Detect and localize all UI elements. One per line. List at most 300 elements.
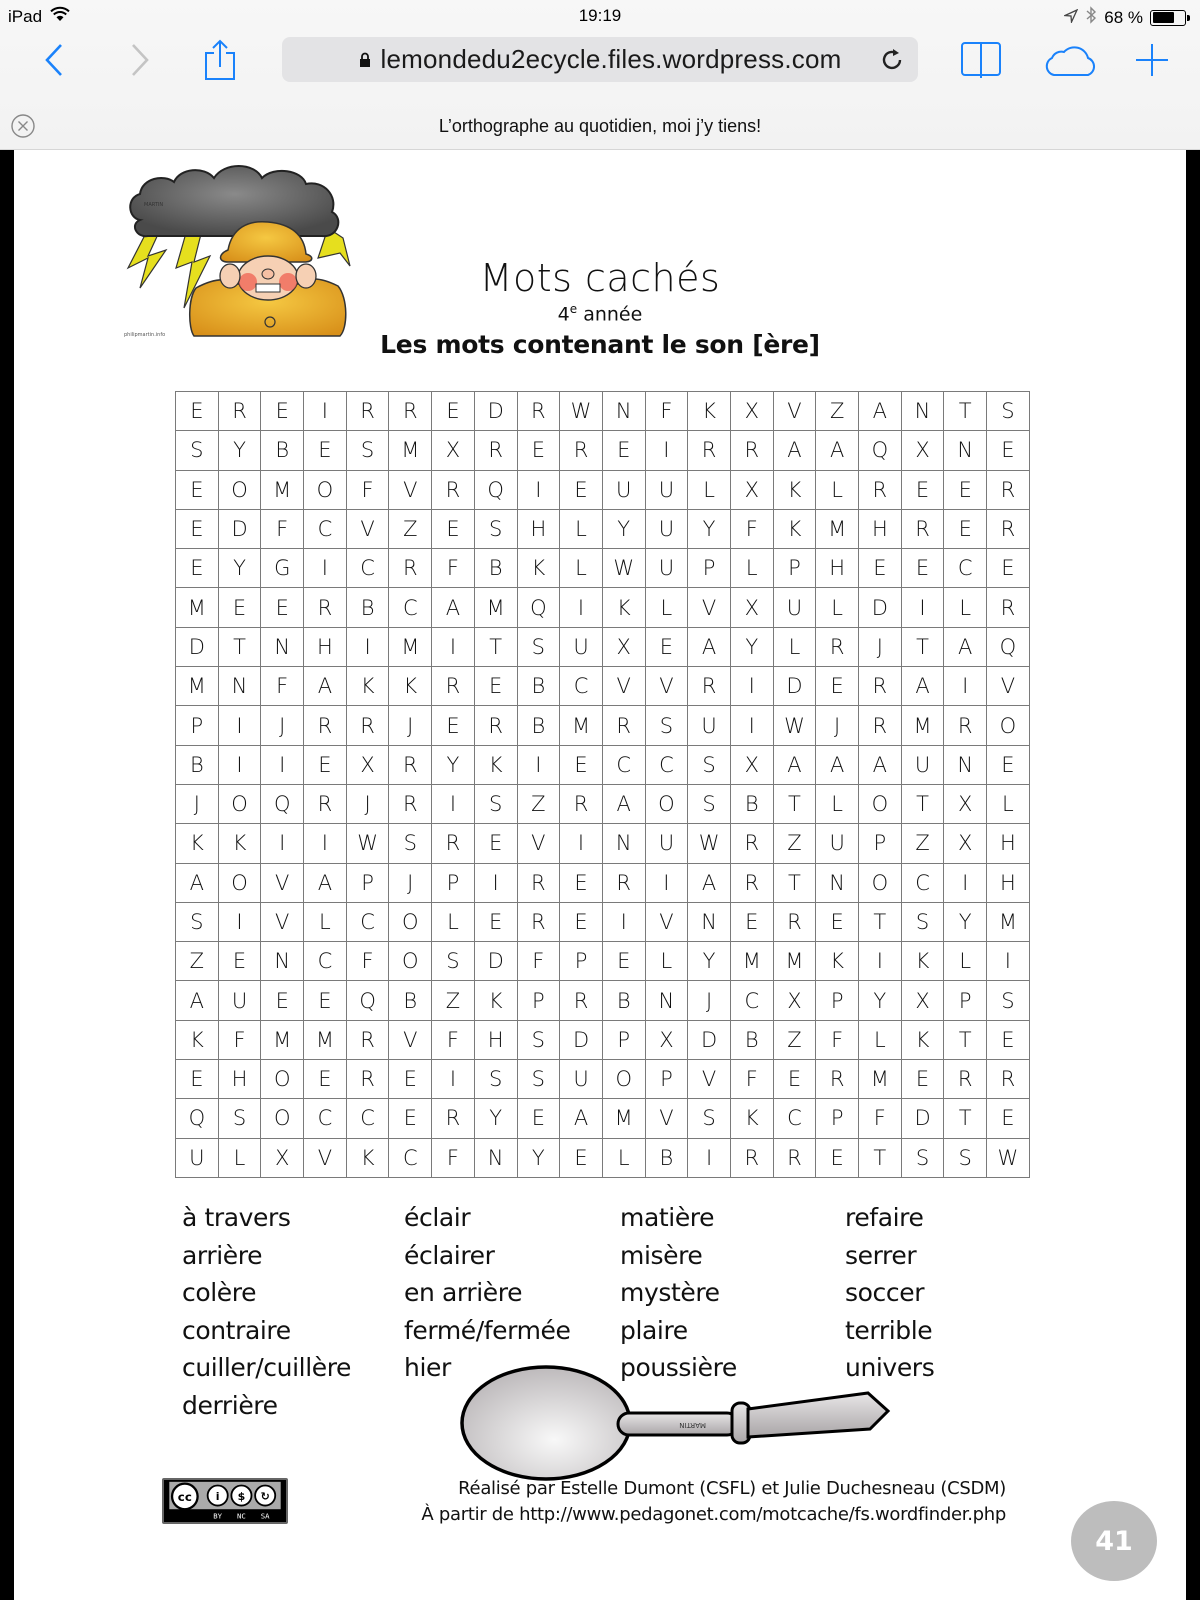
grid-cell[interactable]: H [304,627,347,666]
grid-cell[interactable]: R [859,706,902,745]
grid-cell[interactable]: K [389,667,432,706]
grid-cell[interactable]: M [773,942,816,981]
grid-cell[interactable]: R [517,392,560,431]
grid-cell[interactable]: K [730,1099,773,1138]
grid-cell[interactable]: Q [346,981,389,1020]
grid-cell[interactable]: K [346,1138,389,1177]
grid-cell[interactable]: K [517,549,560,588]
grid-cell[interactable]: K [474,745,517,784]
grid-cell[interactable]: M [304,1020,347,1059]
grid-cell[interactable]: U [176,1138,219,1177]
grid-cell[interactable]: W [560,392,603,431]
grid-cell[interactable]: I [432,784,475,823]
grid-cell[interactable]: X [944,784,987,823]
grid-cell[interactable]: I [944,863,987,902]
grid-cell[interactable]: P [773,549,816,588]
grid-cell[interactable]: E [560,863,603,902]
grid-cell[interactable]: E [389,1099,432,1138]
grid-cell[interactable]: O [218,784,261,823]
grid-cell[interactable]: V [602,667,645,706]
grid-cell[interactable]: R [304,784,347,823]
grid-cell[interactable]: E [987,549,1030,588]
reload-button[interactable] [878,45,908,75]
grid-cell[interactable]: E [901,549,944,588]
grid-cell[interactable]: E [560,745,603,784]
grid-cell[interactable]: R [730,1138,773,1177]
grid-cell[interactable]: L [944,588,987,627]
grid-cell[interactable]: F [261,667,304,706]
grid-cell[interactable]: C [304,942,347,981]
grid-cell[interactable]: C [602,745,645,784]
grid-cell[interactable]: E [261,588,304,627]
grid-cell[interactable]: X [261,1138,304,1177]
grid-cell[interactable]: R [560,784,603,823]
grid-cell[interactable]: Z [773,1020,816,1059]
grid-cell[interactable]: N [261,942,304,981]
grid-cell[interactable]: R [346,1020,389,1059]
grid-cell[interactable]: R [859,667,902,706]
grid-cell[interactable]: S [688,1099,731,1138]
grid-cell[interactable]: P [176,706,219,745]
grid-cell[interactable]: I [432,627,475,666]
grid-cell[interactable]: I [730,667,773,706]
grid-cell[interactable]: R [389,549,432,588]
grid-cell[interactable]: N [474,1138,517,1177]
grid-cell[interactable]: L [859,1020,902,1059]
grid-cell[interactable]: E [176,509,219,548]
grid-cell[interactable]: P [432,863,475,902]
grid-cell[interactable]: H [859,509,902,548]
grid-cell[interactable]: E [944,509,987,548]
creative-commons-badge[interactable] [162,1478,288,1524]
grid-cell[interactable]: S [218,1099,261,1138]
grid-cell[interactable]: V [389,1020,432,1059]
grid-cell[interactable]: A [176,981,219,1020]
grid-cell[interactable]: D [474,942,517,981]
tab-title[interactable]: L’orthographe au quotidien, moi j’y tiens! [438,116,762,136]
grid-cell[interactable]: N [944,745,987,784]
grid-cell[interactable]: E [987,1020,1030,1059]
grid-cell[interactable]: D [688,1020,731,1059]
grid-cell[interactable]: A [944,627,987,666]
grid-cell[interactable]: C [389,1138,432,1177]
grid-cell[interactable]: L [560,549,603,588]
grid-cell[interactable]: X [730,588,773,627]
grid-cell[interactable]: F [730,1060,773,1099]
grid-cell[interactable]: X [773,981,816,1020]
grid-cell[interactable]: P [602,1020,645,1059]
grid-cell[interactable]: S [474,1060,517,1099]
grid-cell[interactable]: R [432,1099,475,1138]
grid-cell[interactable]: J [176,784,219,823]
grid-cell[interactable]: A [859,392,902,431]
grid-cell[interactable]: J [346,784,389,823]
grid-cell[interactable]: E [602,431,645,470]
grid-cell[interactable]: E [560,470,603,509]
grid-cell[interactable]: Q [517,588,560,627]
grid-cell[interactable]: E [645,627,688,666]
grid-cell[interactable]: M [560,706,603,745]
grid-cell[interactable]: I [688,1138,731,1177]
grid-cell[interactable]: K [816,942,859,981]
grid-cell[interactable]: R [816,627,859,666]
grid-cell[interactable]: I [304,392,347,431]
grid-cell[interactable]: V [688,1060,731,1099]
grid-cell[interactable]: T [859,1138,902,1177]
grid-cell[interactable]: X [346,745,389,784]
grid-cell[interactable]: S [987,981,1030,1020]
grid-cell[interactable]: C [389,588,432,627]
grid-cell[interactable]: E [816,1138,859,1177]
grid-cell[interactable]: I [944,667,987,706]
grid-cell[interactable]: C [304,1099,347,1138]
grid-cell[interactable]: B [517,667,560,706]
grid-cell[interactable]: V [987,667,1030,706]
grid-cell[interactable]: C [730,981,773,1020]
grid-cell[interactable]: R [346,706,389,745]
grid-cell[interactable]: S [517,1060,560,1099]
grid-cell[interactable]: A [688,627,731,666]
grid-cell[interactable]: L [218,1138,261,1177]
grid-cell[interactable]: T [901,784,944,823]
grid-cell[interactable]: R [730,431,773,470]
grid-cell[interactable]: J [859,627,902,666]
grid-cell[interactable]: X [645,1020,688,1059]
grid-cell[interactable]: E [944,470,987,509]
grid-cell[interactable]: T [218,627,261,666]
grid-cell[interactable]: J [389,863,432,902]
grid-cell[interactable]: R [901,509,944,548]
grid-cell[interactable]: I [560,588,603,627]
grid-cell[interactable]: I [901,588,944,627]
grid-cell[interactable]: R [602,863,645,902]
grid-cell[interactable]: F [517,942,560,981]
grid-cell[interactable]: A [602,784,645,823]
grid-cell[interactable]: D [773,667,816,706]
grid-cell[interactable]: R [517,863,560,902]
grid-cell[interactable]: E [176,392,219,431]
grid-cell[interactable]: F [816,1020,859,1059]
grid-cell[interactable]: R [987,1060,1030,1099]
grid-cell[interactable]: K [688,392,731,431]
grid-cell[interactable]: O [859,863,902,902]
grid-cell[interactable]: R [304,588,347,627]
grid-cell[interactable]: F [432,549,475,588]
grid-cell[interactable]: E [901,1060,944,1099]
grid-cell[interactable]: X [944,824,987,863]
grid-cell[interactable]: Y [474,1099,517,1138]
grid-cell[interactable]: L [730,549,773,588]
grid-cell[interactable]: J [688,981,731,1020]
grid-cell[interactable]: Y [944,902,987,941]
grid-cell[interactable]: N [944,431,987,470]
grid-cell[interactable]: O [987,706,1030,745]
grid-cell[interactable]: E [816,902,859,941]
grid-cell[interactable]: R [432,667,475,706]
grid-cell[interactable]: R [474,431,517,470]
grid-cell[interactable]: E [176,1060,219,1099]
grid-cell[interactable]: U [773,588,816,627]
grid-cell[interactable]: I [304,824,347,863]
grid-cell[interactable]: E [218,588,261,627]
grid-cell[interactable]: K [346,667,389,706]
grid-cell[interactable]: B [730,784,773,823]
grid-cell[interactable]: I [987,942,1030,981]
grid-cell[interactable]: R [389,392,432,431]
grid-cell[interactable]: F [218,1020,261,1059]
bookmarks-button[interactable] [960,34,1002,86]
grid-cell[interactable]: U [645,549,688,588]
grid-cell[interactable]: V [645,667,688,706]
grid-cell[interactable]: M [261,470,304,509]
grid-cell[interactable]: V [688,588,731,627]
grid-cell[interactable]: E [517,431,560,470]
grid-cell[interactable]: P [688,549,731,588]
grid-cell[interactable]: L [304,902,347,941]
grid-cell[interactable]: M [474,588,517,627]
grid-cell[interactable]: D [859,588,902,627]
grid-cell[interactable]: R [944,706,987,745]
grid-cell[interactable]: R [816,1060,859,1099]
grid-cell[interactable]: R [773,1138,816,1177]
grid-cell[interactable]: A [816,745,859,784]
grid-cell[interactable]: V [773,392,816,431]
grid-cell[interactable]: R [859,470,902,509]
grid-cell[interactable]: R [560,431,603,470]
grid-cell[interactable]: X [901,431,944,470]
grid-cell[interactable]: Z [517,784,560,823]
grid-cell[interactable]: Y [432,745,475,784]
grid-cell[interactable]: P [645,1060,688,1099]
grid-cell[interactable]: U [602,470,645,509]
grid-cell[interactable]: I [261,745,304,784]
grid-cell[interactable]: R [730,824,773,863]
grid-cell[interactable]: S [176,902,219,941]
grid-cell[interactable]: M [901,706,944,745]
grid-cell[interactable]: V [517,824,560,863]
grid-cell[interactable]: E [517,1099,560,1138]
grid-cell[interactable]: R [688,667,731,706]
grid-cell[interactable]: E [389,1060,432,1099]
grid-cell[interactable]: O [645,784,688,823]
grid-cell[interactable]: I [474,863,517,902]
grid-cell[interactable]: E [304,981,347,1020]
grid-cell[interactable]: S [901,1138,944,1177]
grid-cell[interactable]: U [560,627,603,666]
grid-cell[interactable]: B [645,1138,688,1177]
grid-cell[interactable]: I [859,942,902,981]
grid-cell[interactable]: A [773,745,816,784]
grid-cell[interactable]: E [304,431,347,470]
grid-cell[interactable]: K [176,824,219,863]
grid-cell[interactable]: X [602,627,645,666]
forward-button[interactable] [122,34,158,86]
grid-cell[interactable]: V [261,902,304,941]
grid-cell[interactable]: R [987,470,1030,509]
grid-cell[interactable]: T [944,1099,987,1138]
grid-cell[interactable]: O [602,1060,645,1099]
grid-cell[interactable]: T [944,1020,987,1059]
grid-cell[interactable]: A [432,588,475,627]
grid-cell[interactable]: R [987,588,1030,627]
grid-cell[interactable]: K [901,1020,944,1059]
grid-cell[interactable]: R [474,706,517,745]
grid-cell[interactable]: H [987,863,1030,902]
share-button[interactable] [200,34,240,86]
grid-cell[interactable]: E [901,470,944,509]
grid-cell[interactable]: O [389,942,432,981]
grid-cell[interactable]: E [261,981,304,1020]
grid-cell[interactable]: B [346,588,389,627]
grid-cell[interactable]: I [602,902,645,941]
grid-cell[interactable]: E [987,745,1030,784]
grid-cell[interactable]: A [560,1099,603,1138]
grid-cell[interactable]: E [474,824,517,863]
grid-cell[interactable]: O [218,470,261,509]
grid-cell[interactable]: X [901,981,944,1020]
grid-cell[interactable]: E [218,942,261,981]
grid-cell[interactable]: Y [688,942,731,981]
grid-cell[interactable]: Y [218,431,261,470]
grid-cell[interactable]: I [517,745,560,784]
grid-cell[interactable]: I [645,863,688,902]
grid-cell[interactable]: S [645,706,688,745]
grid-cell[interactable]: E [773,1060,816,1099]
grid-cell[interactable]: W [602,549,645,588]
grid-cell[interactable]: V [389,470,432,509]
grid-cell[interactable]: K [773,509,816,548]
grid-cell[interactable]: I [261,824,304,863]
grid-cell[interactable]: H [218,1060,261,1099]
grid-cell[interactable]: R [432,470,475,509]
grid-cell[interactable]: V [645,1099,688,1138]
grid-cell[interactable]: M [602,1099,645,1138]
grid-cell[interactable]: C [773,1099,816,1138]
grid-cell[interactable]: K [901,942,944,981]
grid-cell[interactable]: N [688,902,731,941]
grid-cell[interactable]: R [517,902,560,941]
grid-cell[interactable]: X [432,431,475,470]
grid-cell[interactable]: Y [218,549,261,588]
grid-cell[interactable]: M [859,1060,902,1099]
grid-cell[interactable]: C [944,549,987,588]
grid-cell[interactable]: S [944,1138,987,1177]
grid-cell[interactable]: R [987,509,1030,548]
grid-cell[interactable]: W [346,824,389,863]
grid-cell[interactable]: P [517,981,560,1020]
grid-cell[interactable]: Z [432,981,475,1020]
grid-cell[interactable]: F [859,1099,902,1138]
grid-cell[interactable]: U [816,824,859,863]
grid-cell[interactable]: Y [730,627,773,666]
grid-cell[interactable]: P [560,942,603,981]
credits-source[interactable]: À partir de http://www.pedagonet.com/motcache/fs.wordfinder.php [421,1504,1006,1525]
grid-cell[interactable]: U [218,981,261,1020]
grid-cell[interactable]: C [346,1099,389,1138]
grid-cell[interactable]: E [261,392,304,431]
grid-cell[interactable]: V [346,509,389,548]
grid-cell[interactable]: Z [816,392,859,431]
grid-cell[interactable]: W [987,1138,1030,1177]
grid-cell[interactable]: S [688,784,731,823]
grid-cell[interactable]: Q [987,627,1030,666]
grid-cell[interactable]: S [176,431,219,470]
grid-cell[interactable]: E [560,1138,603,1177]
grid-cell[interactable]: E [730,902,773,941]
grid-cell[interactable]: R [688,431,731,470]
grid-cell[interactable]: E [176,470,219,509]
grid-cell[interactable]: E [176,549,219,588]
grid-cell[interactable]: Y [688,509,731,548]
grid-cell[interactable]: Z [773,824,816,863]
grid-cell[interactable]: W [688,824,731,863]
new-tab-button[interactable] [1134,34,1170,86]
grid-cell[interactable]: W [773,706,816,745]
grid-cell[interactable]: J [389,706,432,745]
grid-cell[interactable]: U [645,509,688,548]
grid-cell[interactable]: O [261,1099,304,1138]
grid-cell[interactable]: N [901,392,944,431]
grid-cell[interactable]: M [176,588,219,627]
grid-cell[interactable]: A [859,745,902,784]
grid-cell[interactable]: R [346,392,389,431]
grid-cell[interactable]: B [730,1020,773,1059]
grid-cell[interactable]: T [944,392,987,431]
grid-cell[interactable]: O [389,902,432,941]
grid-cell[interactable]: F [645,392,688,431]
grid-cell[interactable]: Q [474,470,517,509]
grid-cell[interactable]: N [218,667,261,706]
grid-cell[interactable]: F [432,1138,475,1177]
grid-cell[interactable]: E [432,392,475,431]
grid-cell[interactable]: L [645,588,688,627]
grid-cell[interactable]: M [987,902,1030,941]
grid-cell[interactable]: V [645,902,688,941]
grid-cell[interactable]: R [730,863,773,902]
grid-cell[interactable]: I [730,706,773,745]
grid-cell[interactable]: S [901,902,944,941]
grid-cell[interactable]: B [474,549,517,588]
grid-cell[interactable]: D [560,1020,603,1059]
grid-cell[interactable]: B [517,706,560,745]
grid-cell[interactable]: O [859,784,902,823]
grid-cell[interactable]: U [560,1060,603,1099]
grid-cell[interactable]: E [859,549,902,588]
grid-cell[interactable]: F [432,1020,475,1059]
grid-cell[interactable]: M [389,431,432,470]
grid-cell[interactable]: A [304,667,347,706]
grid-cell[interactable]: C [304,509,347,548]
grid-cell[interactable]: P [346,863,389,902]
grid-cell[interactable]: L [944,942,987,981]
grid-cell[interactable]: S [474,509,517,548]
grid-cell[interactable]: L [688,470,731,509]
grid-cell[interactable]: D [474,392,517,431]
grid-cell[interactable]: V [304,1138,347,1177]
grid-cell[interactable]: P [816,1099,859,1138]
grid-cell[interactable]: T [773,784,816,823]
grid-cell[interactable]: I [346,627,389,666]
grid-cell[interactable]: R [346,1060,389,1099]
grid-cell[interactable]: U [645,470,688,509]
grid-cell[interactable]: X [730,392,773,431]
grid-cell[interactable]: S [346,431,389,470]
grid-cell[interactable]: I [645,431,688,470]
grid-cell[interactable]: L [773,627,816,666]
grid-cell[interactable]: L [560,509,603,548]
grid-cell[interactable]: A [901,667,944,706]
grid-cell[interactable]: K [474,981,517,1020]
